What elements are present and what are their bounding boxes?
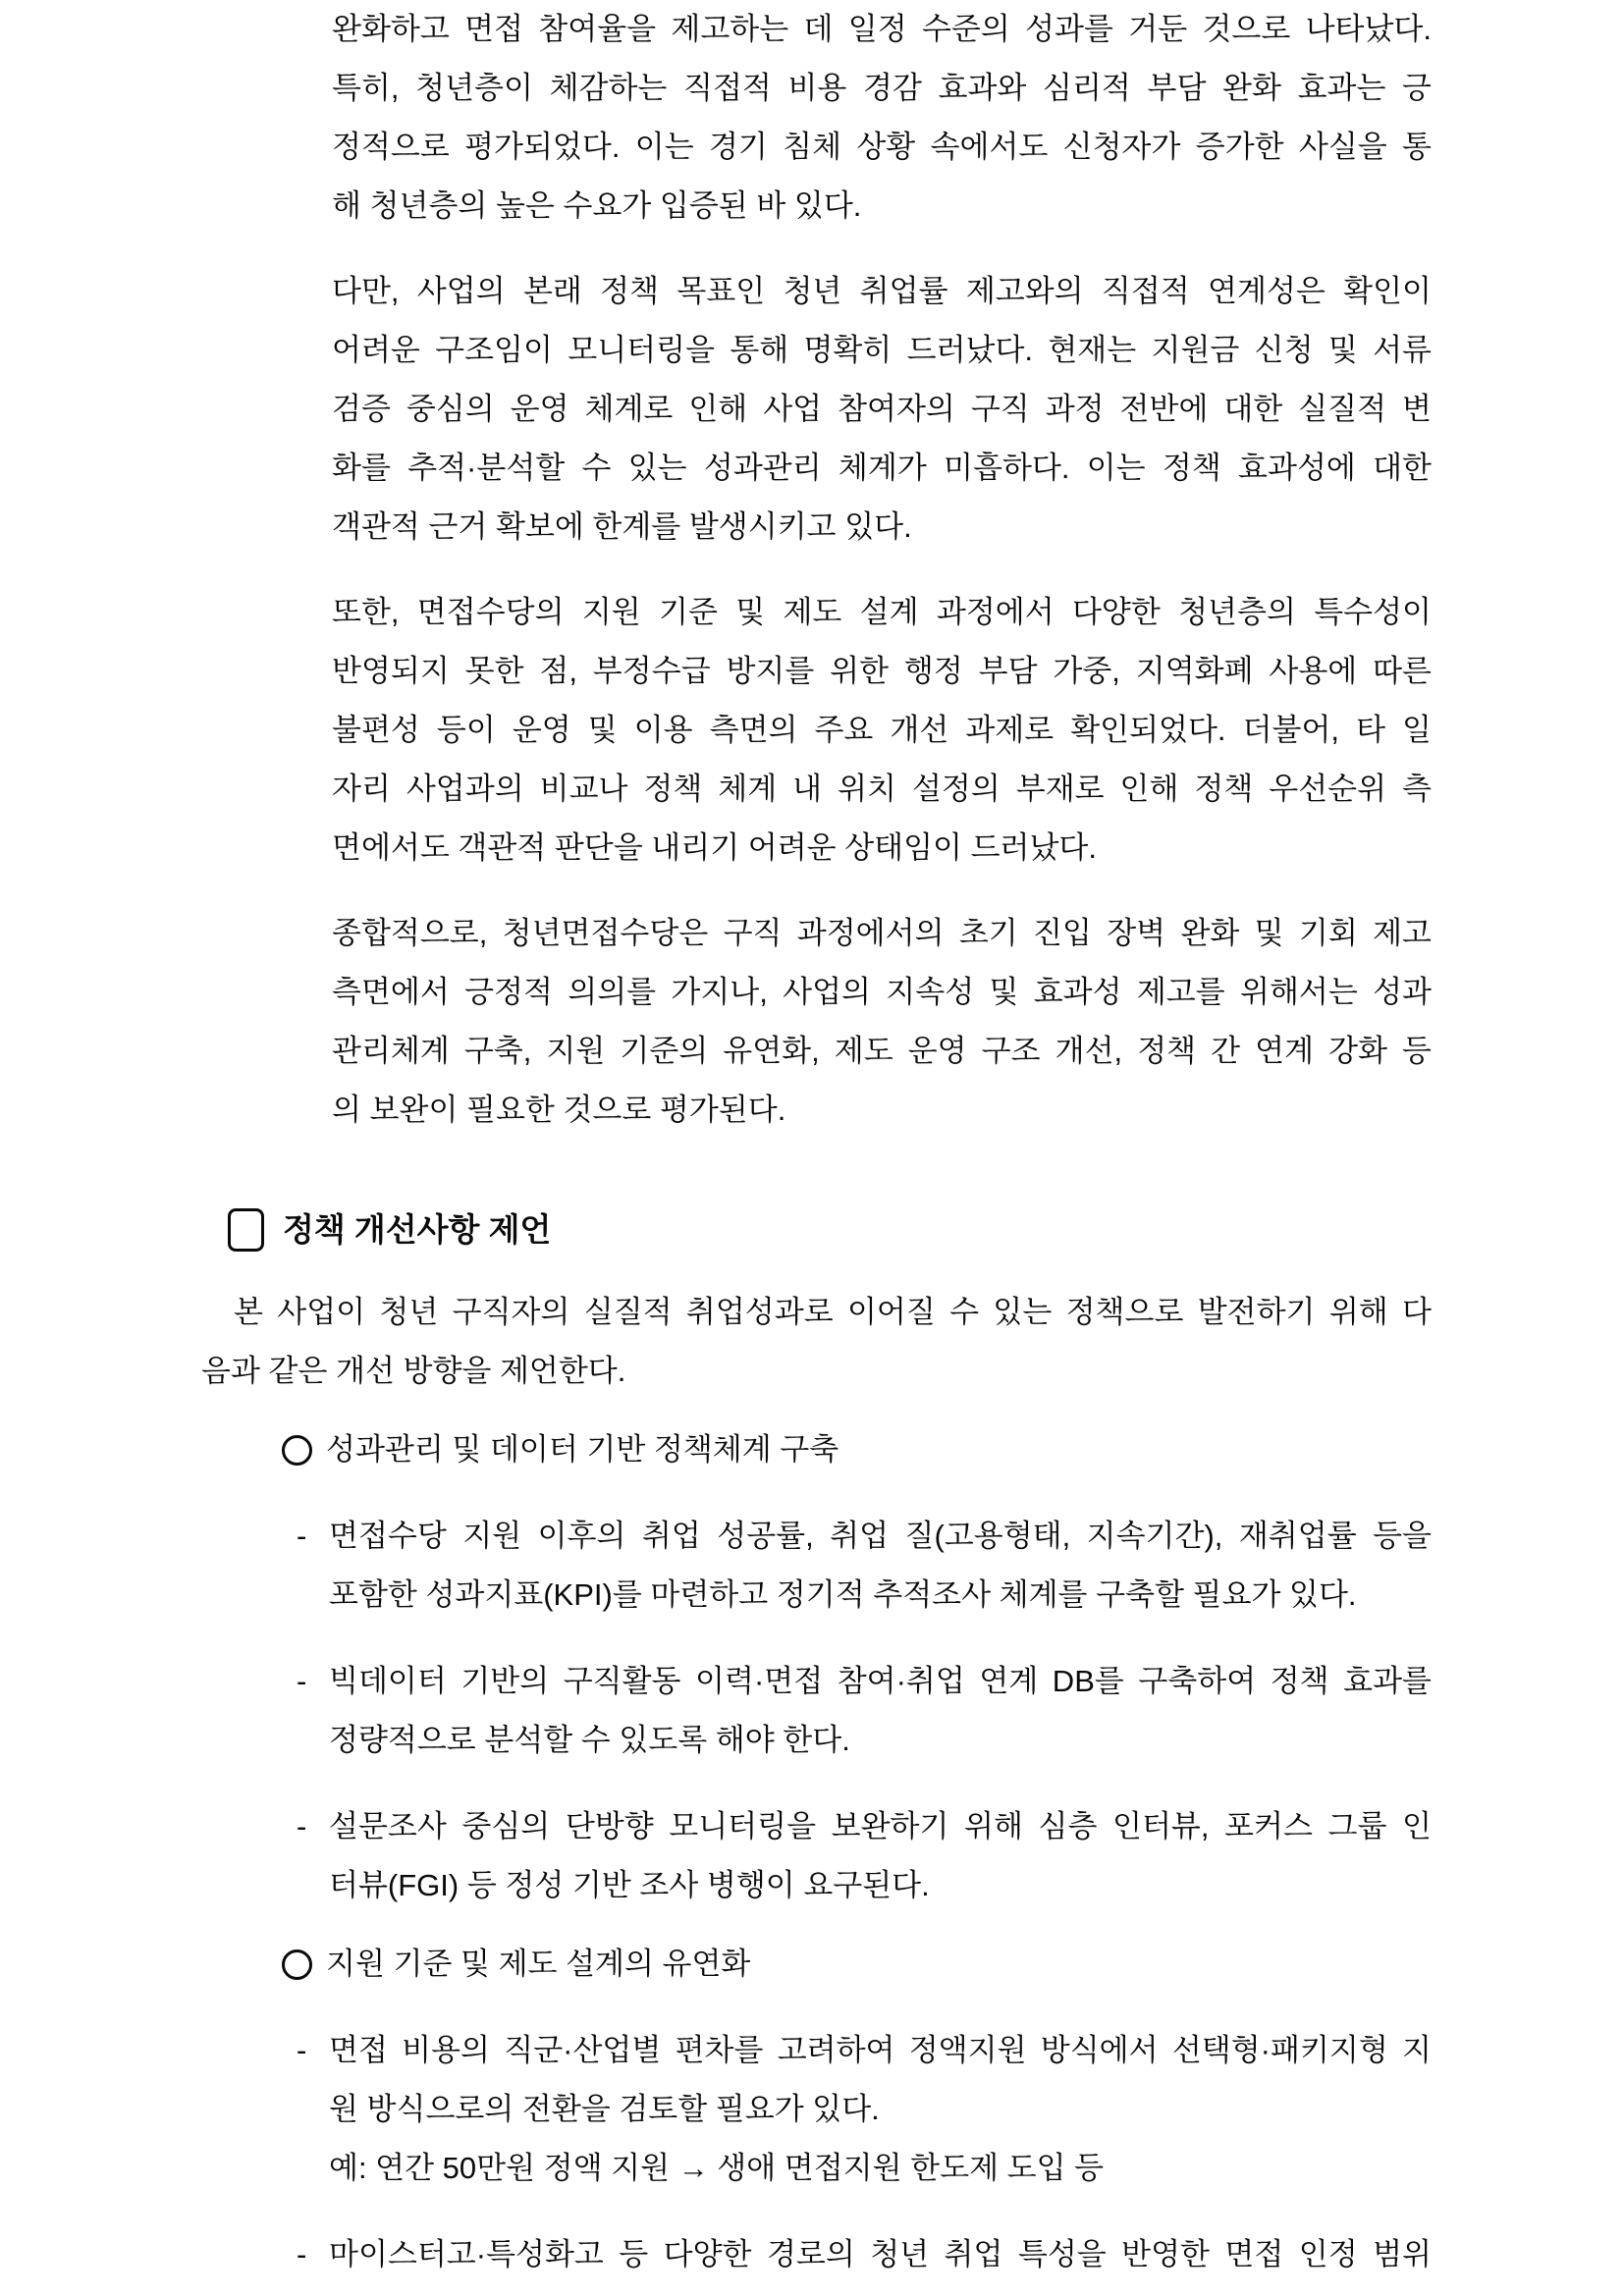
sub-bullet-text xyxy=(329,1797,1432,1915)
text-line: 종합적으로, 청년면접수당은 구직 과정에서의 초기 진입 장벽 완화 및 기회 제고 xyxy=(332,916,1432,950)
text-line: 해 청년층의 높은 수요가 입증된 바 있다. xyxy=(332,188,862,223)
text-line: 완화하고 면접 참여율을 제고하는 데 일정 수준의 성과를 거둔 것으로 나타났다. xyxy=(332,12,1432,46)
text-line: 포함한 성과지표(KPI)를 마련하고 정기적 추적조사 체계를 구축할 필요가 있다. xyxy=(329,1577,1357,1612)
recommendation-group-performance xyxy=(201,1420,1432,1915)
circle-bullet-icon xyxy=(282,1949,312,1980)
dash-bullet-icon: - xyxy=(297,2033,307,2067)
sub-bullet-item xyxy=(201,1507,1432,1625)
intro-paragraph xyxy=(201,1283,1432,1401)
section-heading xyxy=(228,1201,1432,1259)
text-line: 자리 사업과의 비교나 정책 체계 내 위치 설정의 부재로 인해 정책 우선순위 측 xyxy=(332,772,1432,806)
text-line: 불편성 등이 운영 및 이용 측면의 주요 개선 과제로 확인되었다. 더불어, 타 일 xyxy=(332,713,1432,747)
summary-paragraph xyxy=(332,262,1432,557)
summary-paragraph xyxy=(332,904,1432,1140)
sub-bullet-item xyxy=(201,2225,1432,2284)
summary-paragraph xyxy=(332,0,1432,236)
text-line: 면접 비용의 직군·산업별 편차를 고려하여 정액지원 방식에서 선택형·패키지형 지 xyxy=(329,2033,1432,2067)
bullet-item-title xyxy=(282,1420,1432,1479)
dash-bullet-icon: - xyxy=(297,1664,307,1698)
checkbox-square-icon xyxy=(228,1208,264,1252)
circle-bullet-icon xyxy=(282,1435,312,1466)
sub-bullet-item xyxy=(201,1797,1432,1915)
sub-bullet-text xyxy=(329,2225,1432,2284)
dash-bullet-icon: - xyxy=(297,1519,307,1553)
text-line: 특히, 청년층이 체감하는 직접적 비용 경감 효과와 심리적 부담 완화 효과는 긍 xyxy=(332,71,1432,105)
text-line: 측면에서 긍정적 의의를 가지나, 사업의 지속성 및 효과성 제고를 위해서는 성과 xyxy=(332,975,1432,1009)
sub-bullet-text xyxy=(329,1507,1432,1625)
text-line: 면에서도 객관적 판단을 내리기 어려운 상태임이 드러났다. xyxy=(332,830,1097,865)
sub-bullet-text xyxy=(329,2021,1432,2198)
text-line: 어려운 구조임이 모니터링을 통해 명확히 드러났다. 현재는 지원금 신청 및 서류 xyxy=(332,333,1432,367)
text-line: 마이스터고·특성화고 등 다양한 경로의 청년 취업 특성을 반영한 면접 인정 범위 xyxy=(329,2237,1432,2271)
text-line: 터뷰(FGI) 등 정성 기반 조사 병행이 요구된다. xyxy=(329,1868,930,1902)
bullet-item-title xyxy=(282,1935,1432,1994)
text-line: 예: 연간 50만원 정액 지원 → 생애 면접지원 한도제 도입 등 xyxy=(329,2151,1105,2185)
text-line: 화를 추적·분석할 수 있는 성과관리 체계가 미흡하다. 이는 정책 효과성에 대한 xyxy=(332,451,1432,485)
text-line: 다만, 사업의 본래 정책 목표인 청년 취업률 제고와의 직접적 연계성은 확인이 xyxy=(332,274,1432,308)
text-line: 관리체계 구축, 지원 기준의 유연화, 제도 운영 구조 개선, 정책 간 연계 강화 등 xyxy=(332,1034,1432,1068)
text-line: 또한, 면접수당의 지원 기준 및 제도 설계 과정에서 다양한 청년층의 특수성이 xyxy=(332,595,1432,629)
text-line: 객관적 근거 확보에 한계를 발생시키고 있다. xyxy=(332,509,912,544)
sub-bullet-text xyxy=(329,1652,1432,1770)
text-line: 반영되지 못한 점, 부정수급 방지를 위한 행정 부담 가중, 지역화폐 사용에 따른 xyxy=(332,654,1432,688)
text-line: 정적으로 평가되었다. 이는 경기 침체 상황 속에서도 신청자가 증가한 사실을 통 xyxy=(332,130,1432,164)
summary-paragraph xyxy=(332,583,1432,878)
bullet-title-text: 지원 기준 및 제도 설계의 유연화 xyxy=(326,1947,751,1981)
dash-bullet-icon: - xyxy=(297,1809,307,1843)
sub-bullet-item xyxy=(201,1652,1432,1770)
recommendation-group-criteria xyxy=(201,1935,1432,2284)
text-line: 면접수당 지원 이후의 취업 성공률, 취업 질(고용형태, 지속기간), 재취업률 등을 xyxy=(329,1519,1432,1553)
text-line: 빅데이터 기반의 구직활동 이력·면접 참여·취업 연계 DB를 구축하여 정책 효과를 xyxy=(329,1664,1432,1698)
dash-bullet-icon: - xyxy=(297,2237,307,2271)
sub-bullet-item xyxy=(201,2021,1432,2198)
text-line: 설문조사 중심의 단방향 모니터링을 보완하기 위해 심층 인터뷰, 포커스 그룹 인 xyxy=(329,1809,1432,1843)
text-line: 음과 같은 개선 방향을 제언한다. xyxy=(201,1354,626,1388)
text-line: 원 방식으로의 전환을 검토할 필요가 있다. xyxy=(329,2092,880,2126)
text-line: 본 사업이 청년 구직자의 실질적 취업성과로 이어질 수 있는 정책으로 발전하기 위해 다 xyxy=(234,1295,1432,1329)
evaluation-summary-section xyxy=(201,0,1432,1140)
section-heading-text: 정책 개선사항 제언 xyxy=(283,1211,552,1248)
text-line: 의 보완이 필요한 것으로 평가된다. xyxy=(332,1093,786,1127)
bullet-title-text: 성과관리 및 데이터 기반 정책체계 구축 xyxy=(326,1432,839,1467)
text-line: 정량적으로 분석할 수 있도록 해야 한다. xyxy=(329,1723,850,1757)
text-line: 검증 중심의 운영 체계로 인해 사업 참여자의 구직 과정 전반에 대한 실질적 변 xyxy=(332,392,1432,426)
